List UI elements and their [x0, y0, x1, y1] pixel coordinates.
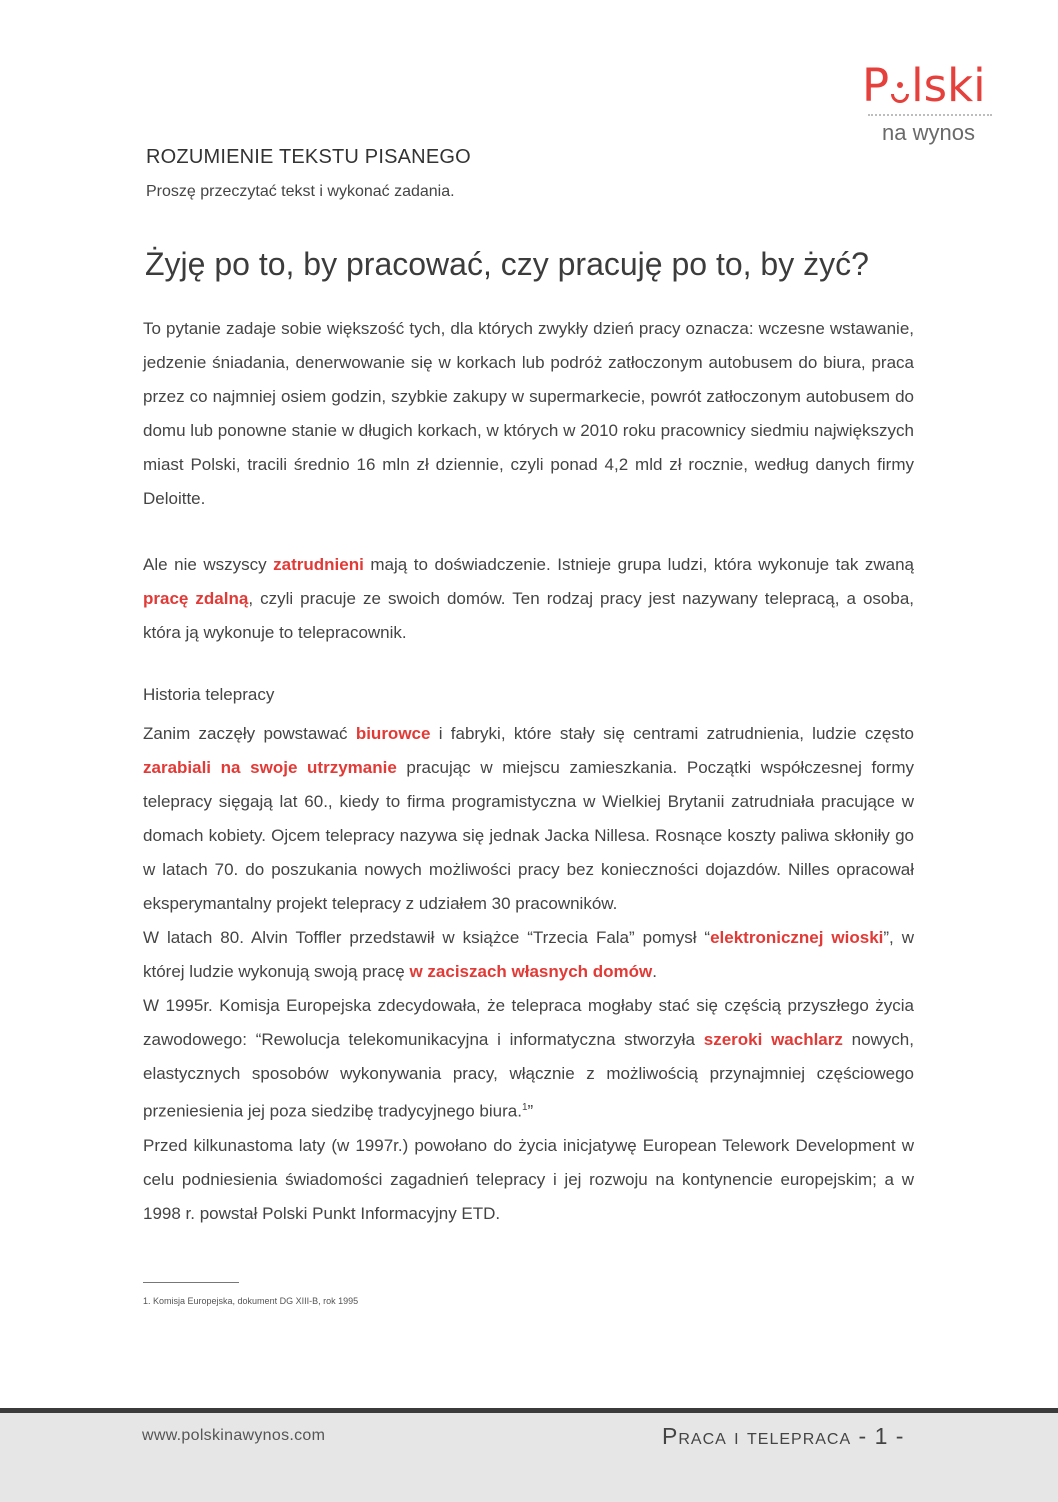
highlight-term: biurowce — [355, 724, 431, 743]
text-segment: . — [652, 962, 658, 981]
subheading-history: Historia telepracy — [143, 685, 275, 704]
text-segment: ”, w której ludzie wykonują swoją pracę — [143, 928, 915, 981]
text-segment: W latach 80. Alvin Toffler przedstawił w książce “Trzecia Fala” pomysł “ — [143, 928, 711, 947]
footnote-reference: 1 — [521, 1102, 528, 1113]
highlight-term: zarabiali na swoje utrzymanie — [143, 758, 397, 777]
text-segment: mają to doświadczenie. Istnieje grupa ludzi, która wykonuje tak zwaną — [363, 555, 914, 574]
highlight-term: pracę zdalną — [143, 589, 249, 608]
text-segment: i fabryki, które stały się centrami zatrudnienia, ludzie często — [430, 724, 915, 743]
instruction: Proszę przeczytać tekst i wykonać zadania. — [146, 183, 455, 200]
footer-url: www.polskinawynos.com — [142, 1427, 326, 1444]
logo-divider — [868, 114, 992, 116]
highlight-term: szeroki wachlarz — [703, 1030, 843, 1049]
text-segment: W 1995r. Komisja Europejska zdecydowała, że telepraca mogłaby stać się częścią przyszłego życia zawodowego: “Rewolucja telekomunikacyjna i informatyczna stworzyła — [143, 996, 914, 1049]
text-segment: ” — [527, 1101, 534, 1121]
highlight-term: elektronicznej wioski — [710, 928, 884, 947]
footnote-divider — [143, 1282, 239, 1283]
text-segment: pracując w miejscu zamieszkania. Początki współczesnej formy telepracy sięgają lat 60., kiedy to firma programistyczna w Wielkiej Brytanii zatrudniała pracujące w domach kobiety. Ojcem telepracy nazywa się jednak Jacka Nillesa. Rosnące koszty paliwa skłoniły go w latach 70. do poszukania nowych możliwości pracy bez konieczności dojazdów. Nilles opracował eksperymantalny projekt telepracy z udziałem 30 pracowników. — [143, 758, 914, 913]
logo — [862, 58, 1012, 146]
text-segment: , czyli pracuje ze swoich domów. Ten rodzaj pracy jest nazywany telepracą, a osoba, która ją wykonuje to telepracownik. — [143, 589, 914, 642]
highlight-term: zatrudnieni — [273, 555, 364, 574]
paragraph-intro: To pytanie zadaje sobie większość tych, dla których zwykły dzień pracy oznacza: wczesne wstawanie, jedzenie śniadania, denerwowanie się w korkach lub podróż zatłoczonym autobusem do biura, praca przez co najmniej osiem godzin, szybkie zakupy w supermarkecie, powrót zatłoczonym autobusem do domu lub ponowne stanie w długich korkach, w których w 2010 roku pracownicy siedmiu największych miast Polski, tracili średnio 16 mln zł dziennie, czyli ponad 4,2 mld zł rocznie, według danych firmy Deloitte. — [143, 319, 914, 508]
footer-page-title: Praca i telepraca - 1 - — [662, 1423, 905, 1449]
text-segment: Przed kilkunastoma laty (w 1997r.) powołano do życia inicjatywę European Telework Development w celu podniesienia świadomości zagadnień telepracy i jej rozwoju na kontynencie europejskim; a w 1998 r. powstał Polski Punkt Informacyjny ETD. — [143, 1135, 914, 1223]
footnote: 1. Komisja Europejska, dokument DG XIII-B, rok 1995 — [143, 1296, 359, 1306]
logo-smile-icon — [890, 76, 910, 110]
page-title: Żyję po to, by pracować, czy pracuję po to, by żyć? — [145, 246, 869, 282]
logo-letter-p: P — [862, 59, 890, 112]
text-segment: nowych, elastycznych sposobów wykonywania pracy, włącznie z możliwością przynajmniej częściowego przeniesienia jej poza siedzibę tradycyjnego biura. — [143, 1030, 914, 1121]
section-heading: ROZUMIENIE TEKSTU PISANEGO — [146, 146, 471, 168]
paragraph-remote-work — [143, 548, 914, 650]
text-segment: Ale nie wszyscy — [143, 555, 274, 574]
logo-letters: lski — [911, 59, 986, 112]
paragraph-history — [143, 717, 914, 1231]
text-segment: Zanim zaczęły powstawać — [143, 724, 356, 743]
highlight-term: w zaciszach własnych domów — [409, 962, 653, 981]
logo-subtitle: na wynos — [882, 120, 975, 145]
